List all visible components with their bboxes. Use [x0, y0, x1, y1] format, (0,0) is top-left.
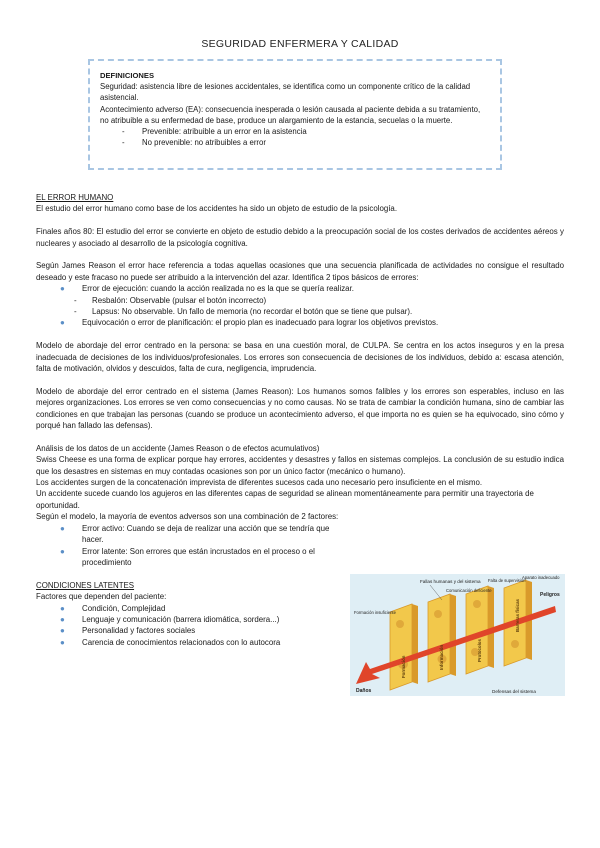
- bullet-icon: ●: [60, 603, 65, 613]
- paragraph-analisis: Análisis de los datos de un accidente (James Reason o de efectos acumulativos): [36, 443, 320, 453]
- section-heading-condiciones: CONDICIONES LATENTES: [36, 580, 135, 590]
- definition-seguridad: Seguridad: asistencia libre de lesiones accidentales, se identifica como un componente crítico de la calidad asistencial.: [100, 82, 471, 103]
- layer-label: Barreras físicas: [515, 599, 520, 632]
- swiss-cheese-figure: [350, 574, 565, 696]
- paragraph-finales: Finales años 80: El estudio del error se convierte en objeto de estudio debido a la preocupación social de los costes derivados de accidentes aéreos y nucleares y asociado al desarrollo de la psicología cognitiva.: [36, 227, 564, 248]
- bullet-icon: ●: [60, 523, 65, 533]
- bullet-icon: ●: [60, 626, 65, 636]
- label-fallas: Fallas humanas y del sistema: [420, 579, 481, 584]
- list-item: ● Carencia de conocimientos relacionados con lo autocora: [60, 637, 281, 647]
- list-item: ● Error activo: Cuando se deja de realizar una acción que se tendría que hacer.: [60, 523, 330, 545]
- paragraph-intro: El estudio del error humano como base de los accidentes ha sido un objeto de estudio de la psicología.: [36, 204, 398, 214]
- definitions-heading: DEFINICIONES: [100, 71, 155, 80]
- layer-label: Protocolos: [477, 639, 482, 662]
- bullet-icon: ●: [60, 637, 65, 647]
- paragraph-reason: Según James Reason el error hace referencia a todas aquellas ocasiones que una secuencia planificada de actividades no consigue el resultado deseado y este fracaso no puede ser atribuido a la intervención del azar. Identifica 2 tipos básicos de errores:: [36, 261, 564, 282]
- paragraph-modelo-sistema: Modelo de abordaje del error centrado en el sistema (James Reason): Los humanos somos falibles y los errores son esperables, incluso en las mejores organizaciones. Los errores se ven como consecuencias y no como causas. No se trata de cambiar la condición humana, sino de cambiar las condiciones en que trabajan las personas (cuando se produce un acontecimiento adverso, el que importa no es quien se ha equivocado, sino cómo y porqué han fallado las defensas).: [36, 386, 564, 431]
- list-item: ● Equivocación o error de planificación: el propio plan es inadecuado para lograr los objetivos previstos.: [60, 318, 439, 328]
- list-item: ● Error de ejecución: cuando la acción realizada no es la que se quería realizar.: [60, 284, 354, 294]
- label-danos: Daños: [356, 688, 372, 694]
- bullet-icon: ●: [60, 546, 65, 556]
- label-peligros: Peligros: [540, 592, 560, 598]
- factors-list: [36, 523, 344, 569]
- layer-label: Formación: [401, 655, 406, 678]
- list-item: ● Error latente: Son errores que están incrustados en el proceso o el procedimiento: [60, 546, 315, 567]
- error-types-list: [36, 283, 564, 294]
- label-aparato: Aparato inadecuado: [522, 575, 560, 580]
- section-heading-error-humano: EL ERROR HUMANO: [36, 193, 114, 202]
- list-item: ● Condición, Complejidad: [60, 603, 166, 613]
- definition-sub-item: - Prevenible: atribuible a un error en la asistencia: [122, 127, 307, 137]
- label-defensas: Defensas del sistema: [492, 689, 536, 694]
- paragraph-factores: Factores que dependen del paciente:: [36, 592, 167, 602]
- paragraph-agujeros: Un accidente sucede cuando los agujeros en las diferentes capas de seguridad se alinean momentáneamente para permitir una trayectoria de oportunidad.: [36, 489, 534, 510]
- label-formacion-insuficiente: Formación insuficiente: [354, 610, 396, 615]
- bullet-icon: ●: [60, 614, 65, 624]
- paragraph-concatenacion: Los accidentes surgen de la concatenación imprevista de diferentes sucesos cada uno necesario pero insuficiente en el mismo.: [36, 478, 483, 488]
- list-item: ● Personalidad y factores sociales: [60, 626, 196, 636]
- dash-icon: -: [74, 295, 77, 305]
- dash-icon: -: [74, 307, 77, 317]
- label-falta-supervision: Falta de supervisión: [488, 578, 526, 583]
- paragraph-modelo-persona: Modelo de abordaje del error centrado en la persona: se basa en una cuestión moral, de CULPA. Se centra en los actos inseguros y en la presa inadecuada de decisiones de los individuos/profesionales. Los errores son consecuencia de decisiones de los individuos, debido a: escasa atención, falta de motivación, olvidos y descuidos, falta de cura, negligencia, imprudencia.: [36, 341, 564, 374]
- list-item: - Resbalón: Observable (pulsar el botón incorrecto): [74, 295, 267, 305]
- definition-sub-item: - No prevenible: no atribuibles a error: [122, 138, 266, 148]
- layer-label: Información: [439, 644, 444, 670]
- bullet-icon: ●: [60, 284, 65, 294]
- list-item: ● Lenguaje y comunicación (barrera idiomática, sordera...): [60, 614, 280, 624]
- paragraph-segun-modelo: Según el modelo, la mayoría de eventos adversos son una combinación de 2 factores:: [36, 512, 339, 522]
- label-comunicacion: Comunicación deficiente: [446, 588, 492, 593]
- definition-acontecimiento-adverso: Acontecimiento adverso (EA): consecuencia inesperada o lesión causada al paciente debida a su tratamiento, no atribuible a su enfermedad de base, produce un alargamiento de la estancia, secuelas o la muerte.: [100, 104, 481, 125]
- list-item: - Lapsus: No observable. Un fallo de memoria (no recordar el botón que se tiene que pulsar).: [74, 307, 413, 317]
- page-title: SEGURIDAD ENFERMERA Y CALIDAD: [201, 38, 399, 50]
- paragraph-swiss-cheese: Swiss Cheese es una forma de explicar porque hay errores, accidentes y desastres y fallos en sistemas complejos. La conclusión de su estudio indica que los desastres en sistemas en muy contadas ocasiones son por un único factor (mecánico o humano).: [36, 455, 564, 476]
- error-subtypes-list: [36, 295, 564, 318]
- bullet-icon: ●: [60, 318, 65, 328]
- definitions-box: [88, 59, 502, 170]
